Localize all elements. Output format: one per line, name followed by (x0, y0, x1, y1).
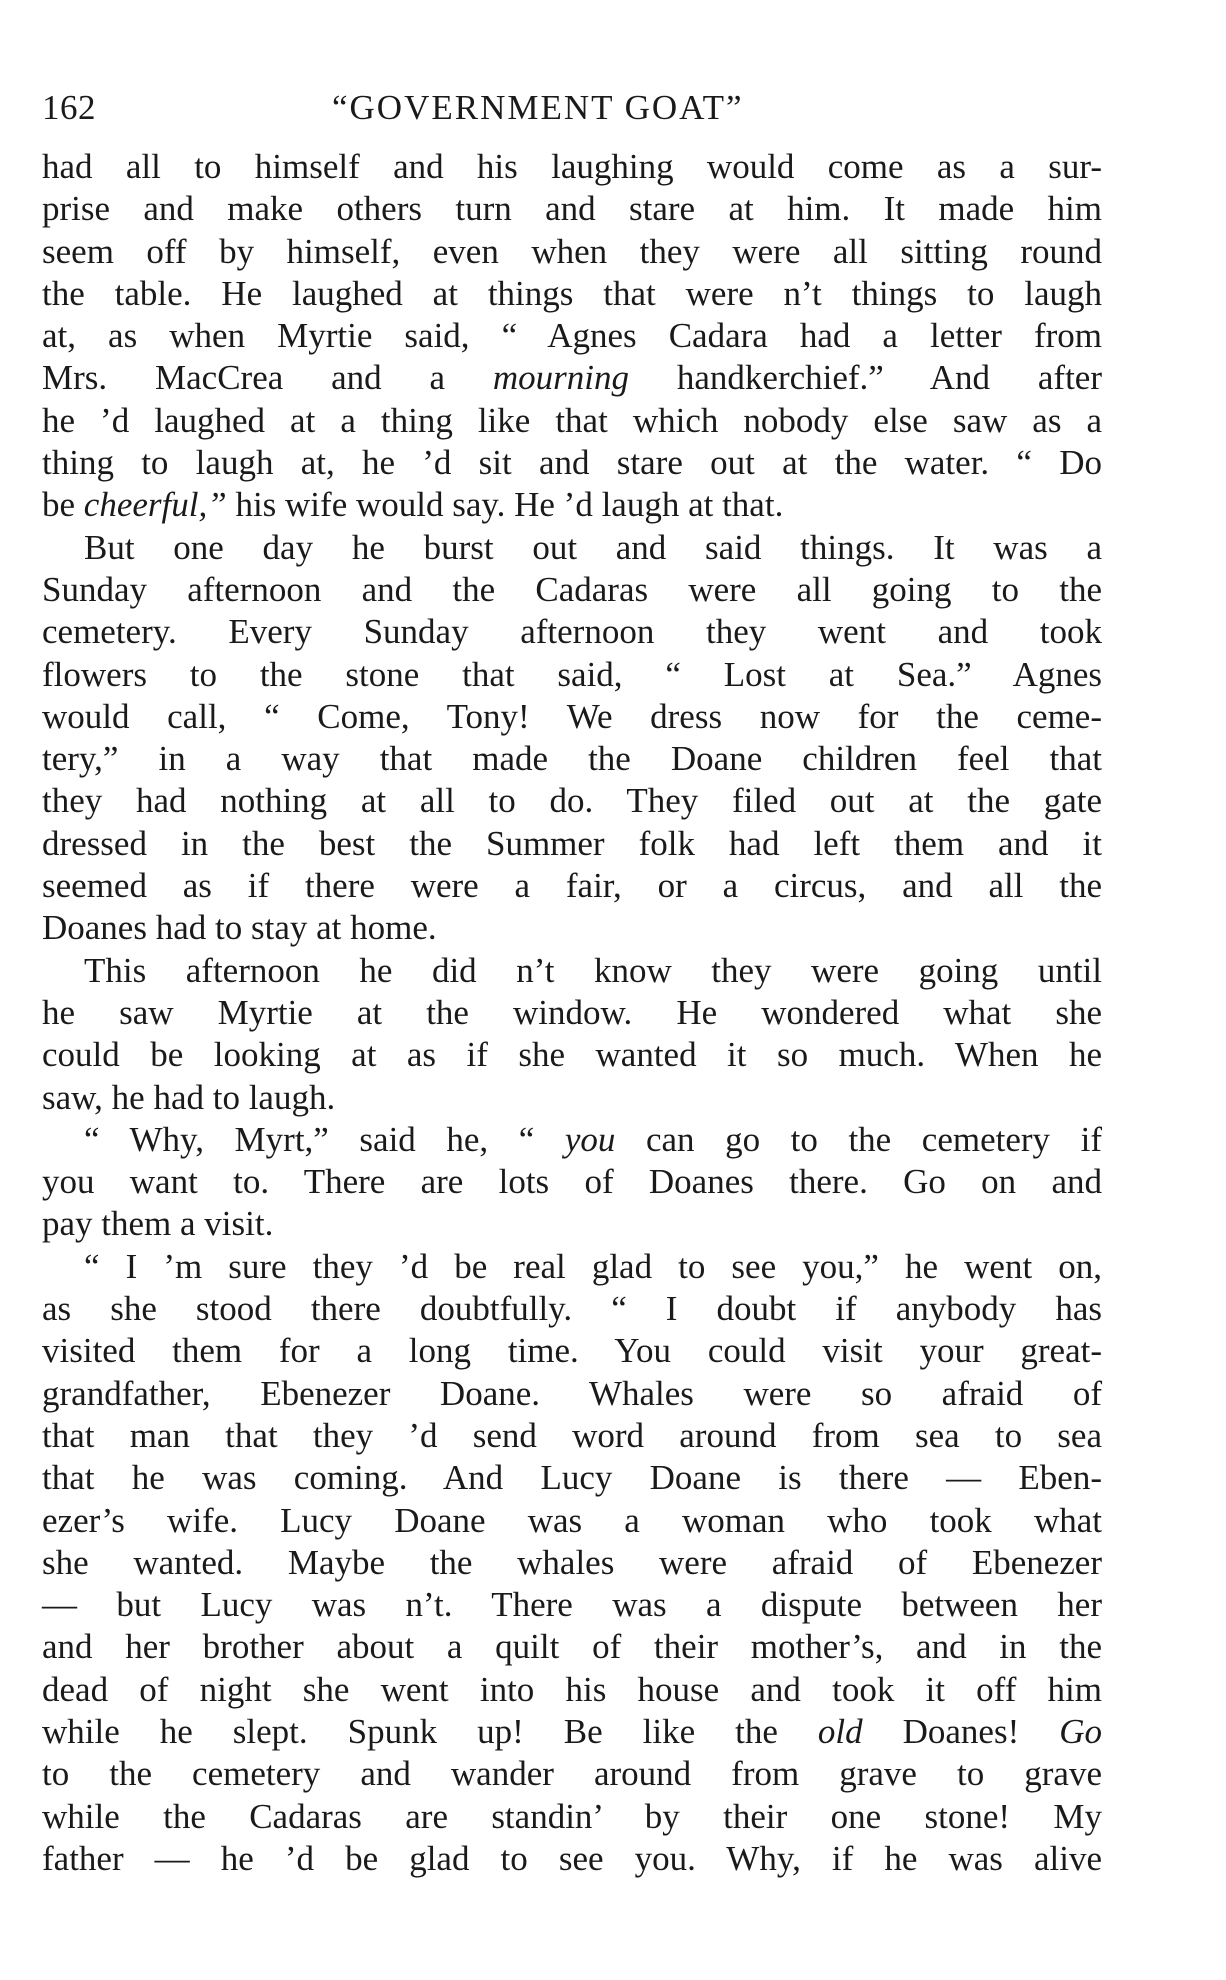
text-run: father — he ’d be glad to see you. Why, if he was alive (42, 1838, 1102, 1878)
text-line (42, 950, 1102, 992)
text-line (42, 273, 1102, 315)
text-line (42, 738, 1102, 780)
text-run: This afternoon he did n’t know they were going until (84, 950, 1102, 990)
text-line (42, 442, 1102, 484)
text-line (42, 865, 1102, 907)
text-line (42, 992, 1102, 1034)
text-run: “ Why, Myrt,” said he, “ (84, 1119, 565, 1159)
text-run: thing to laugh at, he ’d sit and stare out at the water. “ Do (42, 443, 1102, 483)
text-run: Doanes had to stay at home. (42, 908, 437, 948)
text-run: the table. He laughed at things that were n’t things to laugh (42, 273, 1102, 313)
text-line (42, 1457, 1102, 1499)
italic-text: old (817, 1711, 863, 1751)
text-run: Mrs. MacCrea and a (42, 358, 493, 398)
text-line (42, 1626, 1102, 1668)
text-run: pay them a visit. (42, 1204, 274, 1244)
text-line (42, 1669, 1102, 1711)
text-line (42, 1246, 1102, 1288)
text-run: — but Lucy was n’t. There was a dispute between her (42, 1585, 1102, 1625)
text-run: his wife would say. He ’d laugh at that. (226, 485, 784, 525)
text-run: would call, “ Come, Tony! We dress now for the ceme- (42, 696, 1102, 736)
text-run: seem off by himself, even when they were all sitting round (42, 231, 1102, 271)
italic-text: mourning (492, 358, 630, 398)
text-run: handkerchief.” And after (629, 358, 1102, 398)
text-run: to the cemetery and wander around from grave to grave (42, 1754, 1102, 1794)
text-line (42, 823, 1102, 865)
text-line (42, 1330, 1102, 1372)
text-run: dead of night she went into his house and took it off him (42, 1669, 1102, 1709)
text-run: had all to himself and his laughing would come as a sur- (42, 147, 1102, 186)
text-line (42, 1838, 1102, 1880)
text-run: prise and make others turn and stare at him. It made him (42, 189, 1102, 229)
text-run: he saw Myrtie at the window. He wondered what she (42, 992, 1102, 1032)
text-line (42, 527, 1102, 569)
text-line (42, 357, 1102, 399)
text-run: cemetery. Every Sunday afternoon they went and took (42, 612, 1102, 652)
text-run: can go to the cemetery if (615, 1119, 1102, 1159)
text-line (42, 315, 1102, 357)
text-run: you want to. There are lots of Doanes there. Go on and (42, 1162, 1102, 1202)
text-line (42, 1077, 1102, 1119)
text-line (42, 1034, 1102, 1076)
text-line (42, 1711, 1102, 1753)
text-line (42, 1373, 1102, 1415)
text-run: they had nothing at all to do. They filed out at the gate (42, 781, 1102, 821)
running-head (42, 88, 1102, 138)
text-line (42, 231, 1102, 273)
text-run: ezer’s wife. Lucy Doane was a woman who took what (42, 1500, 1102, 1540)
text-run: he ’d laughed at a thing like that which nobody else saw as a (42, 400, 1102, 440)
text-run: saw, he had to laugh. (42, 1077, 336, 1117)
text-line (42, 1584, 1102, 1626)
text-line (42, 146, 1102, 188)
text-run: be (42, 485, 84, 525)
text-run: tery,” in a way that made the Doane children feel that (42, 739, 1102, 779)
text-line (42, 569, 1102, 611)
text-run: that he was coming. And Lucy Doane is there — Eben- (42, 1458, 1102, 1498)
text-line (42, 1161, 1102, 1203)
text-line (42, 696, 1102, 738)
text-run: and her brother about a quilt of their mother’s, and in the (42, 1627, 1102, 1667)
page-number: 162 (42, 88, 96, 127)
text-line (42, 1753, 1102, 1795)
text-run: Sunday afternoon and the Cadaras were all going to the (42, 569, 1102, 609)
text-run: at, as when Myrtie said, “ Agnes Cadara had a letter from (42, 316, 1102, 356)
running-title: “GOVERNMENT GOAT” (332, 88, 744, 127)
text-line (42, 400, 1102, 442)
italic-text: Go (1059, 1711, 1103, 1751)
text-run: “ I ’m sure they ’d be real glad to see you,” he went on, (84, 1246, 1102, 1286)
italic-text: you (564, 1119, 616, 1159)
text-run: flowers to the stone that said, “ Lost at Sea.” Agnes (42, 654, 1102, 694)
text-run: But one day he burst out and said things. It was a (84, 527, 1102, 567)
italic-text: cheerful,” (83, 485, 227, 525)
body-text (42, 146, 1102, 1880)
text-run: visited them for a long time. You could visit your great- (42, 1331, 1102, 1371)
text-line (42, 1203, 1102, 1245)
text-line (42, 780, 1102, 822)
text-run: grandfather, Ebenezer Doane. Whales were so afraid of (42, 1373, 1102, 1413)
text-run: could be looking at as if she wanted it so much. When he (42, 1035, 1102, 1075)
text-line (42, 1288, 1102, 1330)
text-line (42, 484, 1102, 526)
text-line (42, 188, 1102, 230)
text-line (42, 1796, 1102, 1838)
text-line (42, 1542, 1102, 1584)
text-line (42, 1500, 1102, 1542)
text-line (42, 907, 1102, 949)
text-run: that man that they ’d send word around from sea to sea (42, 1415, 1102, 1455)
text-line (42, 654, 1102, 696)
text-run: dressed in the best the Summer folk had left them and it (42, 823, 1102, 863)
text-run: seemed as if there were a fair, or a circus, and all the (42, 866, 1102, 906)
text-run: she wanted. Maybe the whales were afraid of Ebenezer (42, 1542, 1102, 1582)
text-run: as she stood there doubtfully. “ I doubt if anybody has (42, 1289, 1102, 1329)
text-run: while he slept. Spunk up! Be like the (42, 1711, 818, 1751)
text-line (42, 1119, 1102, 1161)
text-run: Doanes! (862, 1711, 1060, 1751)
text-run: while the Cadaras are standin’ by their one stone! My (42, 1796, 1102, 1836)
text-line (42, 611, 1102, 653)
book-page (42, 88, 1102, 1880)
text-line (42, 1415, 1102, 1457)
